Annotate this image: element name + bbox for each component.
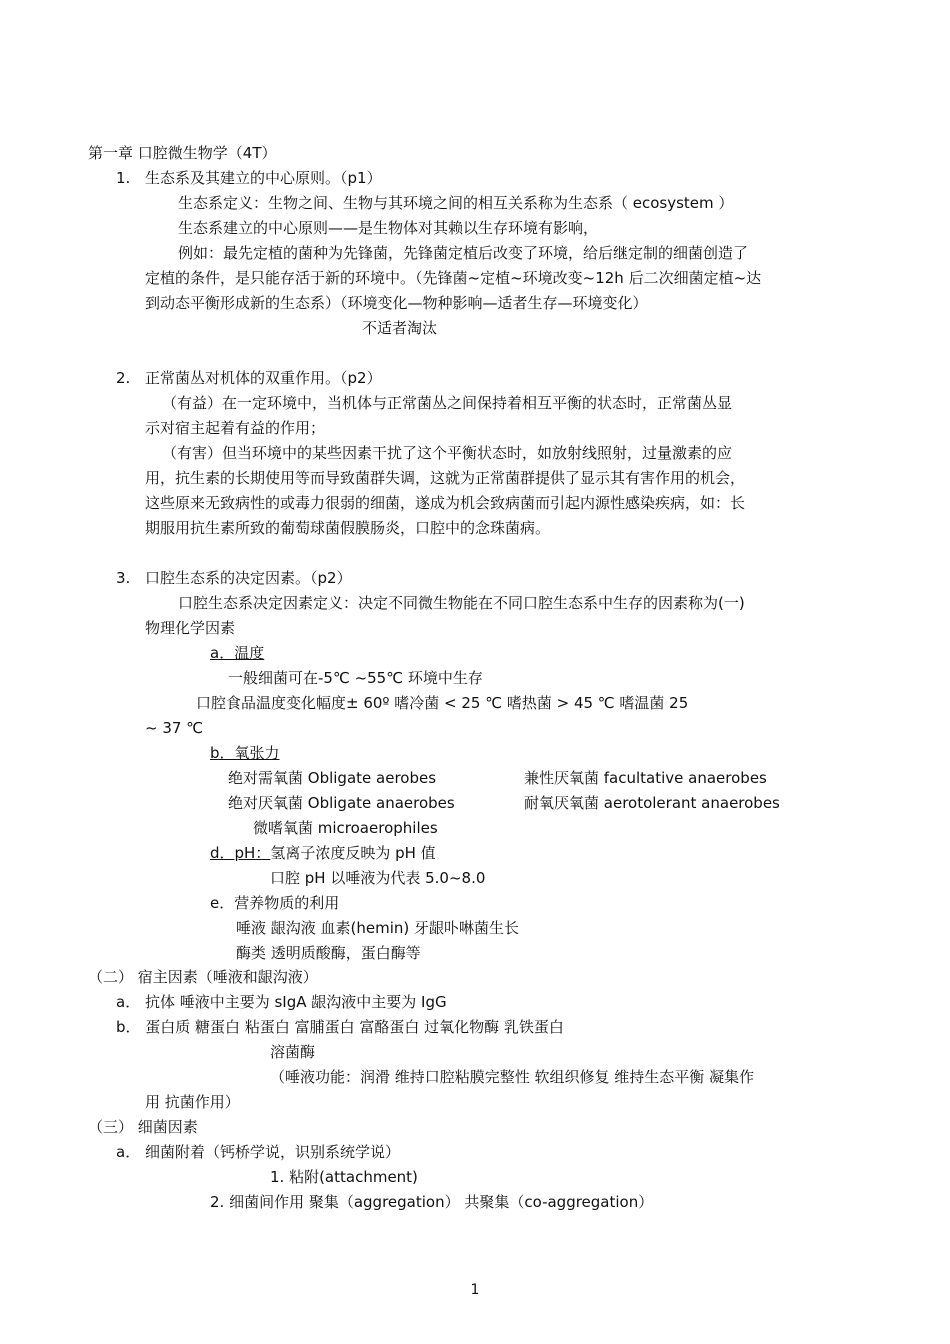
text-line: 这些原来无致病性的或毒力很弱的细菌，遂成为机会致病菌而引起内源性感染疾病，如：长: [145, 494, 746, 512]
text-line: （唾液功能：润滑 维持口腔粘膜完整性 软组织修复 维持生态平衡 凝集作: [270, 1068, 755, 1086]
text-line: b． 蛋白质 糖蛋白 粘蛋白 富脯蛋白 富酪蛋白 过氧化物酶 乳铁蛋白: [116, 1018, 564, 1036]
text-line: 唾液 龈沟液 血素(hemin) 牙龈卟啉菌生长: [236, 919, 520, 937]
text-line: （有益）在一定环境中，当机体与正常菌丛之间保持着相互平衡的状态时，正常菌丛显: [162, 394, 733, 412]
ph-definition: 氢离子浓度反映为 pH 值: [270, 844, 436, 862]
text-line: 生态系建立的中心原则——是生物体对其赖以生存环境有影响，: [178, 219, 599, 237]
text-line: a． 细菌附着（钙桥学说，识别系统学说）: [116, 1143, 400, 1161]
page-number: 1: [470, 1282, 480, 1298]
section-number: 2.: [116, 369, 131, 387]
text-line: 兼性厌氧菌 facultative anaerobes: [524, 769, 767, 787]
subheading-nutrients: e．营养物质的利用: [210, 894, 340, 912]
text-line: 定植的条件，是只能存活于新的环境中。（先锋菌~定植~环境改变~12h 后二次细菌定植~达: [145, 269, 762, 287]
text-line: 一般细菌可在-5℃ ~55℃ 环境中生存: [228, 669, 483, 687]
text-line: 用，抗生素的长期使用等而导致菌群失调，这就为正常菌群提供了显示其有害作用的机会，: [145, 469, 746, 487]
text-line: 口腔 pH 以唾液为代表 5.0~8.0: [270, 869, 486, 887]
text-line: 不适者淘汰: [362, 319, 438, 337]
text-line: a． 抗体 唾液中主要为 sIgA 龈沟液中主要为 IgG: [116, 993, 447, 1011]
text-line: 物理化学因素: [145, 619, 236, 637]
subheading-ph-line: [210, 843, 436, 863]
text-line: 用 抗菌作用）: [145, 1093, 240, 1111]
text-line: 口腔生态系决定因素定义：决定不同微生物能在不同口腔生态系中生存的因素称为(一): [178, 594, 745, 612]
text-line: 1. 粘附(attachment): [270, 1168, 418, 1186]
chapter-title: 第一章 口腔微生物学（4T）: [88, 144, 277, 162]
text-line: 绝对厌氧菌 Obligate anaerobes: [228, 794, 455, 812]
text-line: 耐氧厌氧菌 aerotolerant anaerobes: [524, 794, 780, 812]
text-line: 绝对需氧菌 Obligate aerobes: [228, 769, 437, 787]
text-line: （有害）但当环境中的某些因素干扰了这个平衡状态时，如放射线照射，过量激素的应: [162, 444, 733, 462]
subheading-ph: d．pH：: [210, 844, 271, 862]
text-line: 到动态平衡形成新的生态系）（环境变化—物种影响—适者生存—环境变化）: [145, 294, 648, 312]
text-line: 微嗜氧菌 microaerophiles: [253, 819, 438, 837]
text-line: 例如：最先定植的菌种为先锋菌，先锋菌定植后改变了环境，给后继定制的细菌创造了: [178, 244, 749, 262]
subheading-bacteria: （三） 细菌因素: [88, 1118, 198, 1136]
section-number: 3.: [116, 569, 131, 587]
subheading-oxygen: b．氧张力: [210, 744, 280, 762]
section-heading: 生态系及其建立的中心原则。（p1）: [145, 169, 382, 187]
text-line: 示对宿主起着有益的作用；: [145, 419, 326, 437]
section-heading: 口腔生态系的决定因素。（p2）: [145, 569, 352, 587]
text-line: 口腔食品温度变化幅度± 60º 嗜冷菌 < 25 ℃ 嗜热菌 > 45 ℃ 嗜温菌 25: [196, 694, 689, 712]
section-heading: 正常菌丛对机体的双重作用。（p2）: [145, 369, 382, 387]
subheading-temperature: a．温度: [210, 644, 265, 662]
text-line: 2. 细菌间作用 聚集（aggregation） 共聚集（co-aggregation）: [210, 1193, 654, 1211]
subheading-host: （二） 宿主因素（唾液和龈沟液）: [88, 968, 318, 986]
text-line: 溶菌酶: [270, 1043, 316, 1061]
text-line: 酶类 透明质酸酶，蛋白酶等: [236, 944, 421, 962]
section-number: 1.: [116, 169, 131, 187]
text-line: ~ 37 ℃: [145, 719, 204, 737]
text-line: 生态系定义：生物之间、生物与其环境之间的相互关系称为生态系（ ecosystem ）: [178, 194, 734, 212]
text-line: 期服用抗生素所致的葡萄球菌假膜肠炎，口腔中的念珠菌病。: [145, 519, 551, 537]
